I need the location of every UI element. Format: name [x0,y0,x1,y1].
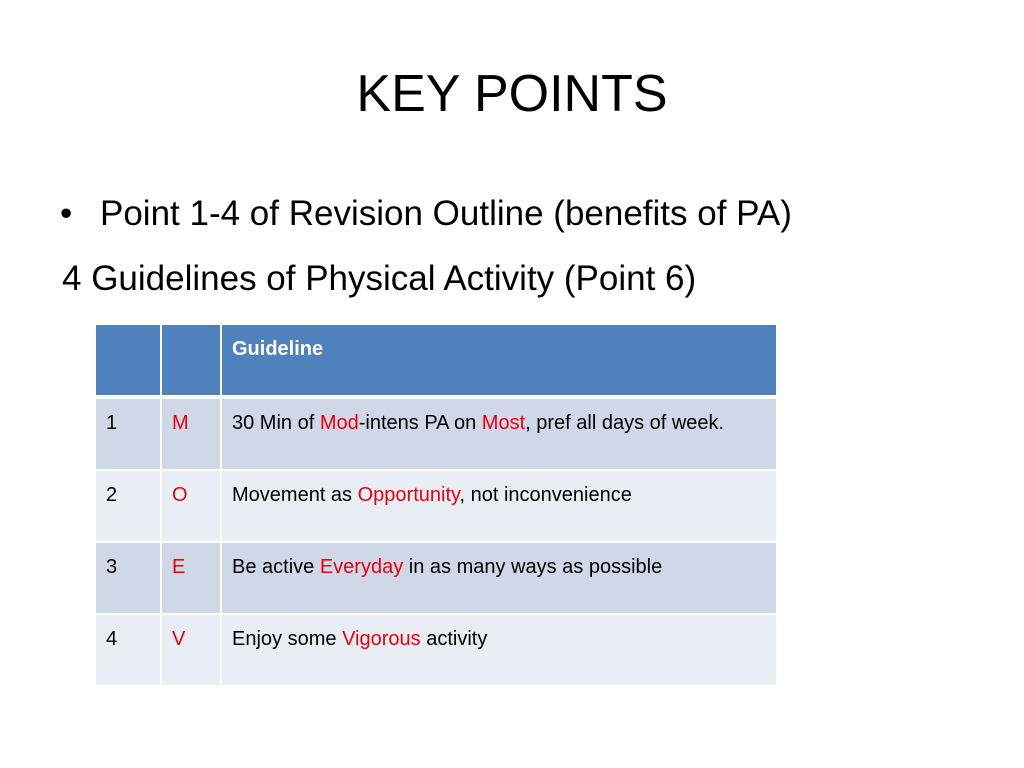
row-number-cell: 1 [95,397,161,470]
guideline-keyword: Vigorous [342,628,421,650]
row-guideline-cell [221,614,777,686]
guideline-text: Movement as [232,484,358,506]
row-letter-cell: M [161,397,221,470]
row-number-cell: 3 [95,542,161,614]
row-guideline-cell [221,397,777,470]
table-header-row [95,324,777,397]
guideline-text: , pref all days of week. [525,412,725,434]
guideline-keyword: Opportunity [357,484,460,506]
row-number-cell: 4 [95,614,161,686]
guideline-text: , not inconvenience [459,484,632,506]
row-number-cell: 2 [95,470,161,542]
row-letter-cell: O [161,470,221,542]
guideline-keyword: Everyday [319,556,404,578]
table-row [95,542,777,614]
header-cell-letter [161,324,221,397]
row-guideline-cell [221,542,777,614]
bullet-text: Point 1-4 of Revision Outline (benefits of PA) [100,194,792,233]
guideline-keyword: Most [481,412,526,434]
guidelines-subtitle: 4 Guidelines of Physical Activity (Point 6) [62,259,697,298]
table-row [95,614,777,686]
row-letter-cell: V [161,614,221,686]
slide-title: KEY POINTS [356,65,668,123]
row-letter-cell: E [161,542,221,614]
guideline-text: 30 Min of [232,412,320,434]
bullet-dot-icon: • [60,194,73,233]
bullet-point [60,190,792,238]
guideline-text: Enjoy some [232,628,343,650]
guideline-text: -intens PA on [358,412,482,434]
header-cell-number [95,324,161,397]
table-row [95,470,777,542]
guideline-keyword: Mod [319,412,359,434]
guideline-text: in as many ways as possible [403,556,663,578]
guideline-text: activity [420,628,488,650]
guidelines-table [94,323,778,687]
guideline-text: Be active [232,556,320,578]
table-row [95,397,777,470]
row-guideline-cell [221,470,777,542]
header-cell-guideline: Guideline [221,324,777,397]
